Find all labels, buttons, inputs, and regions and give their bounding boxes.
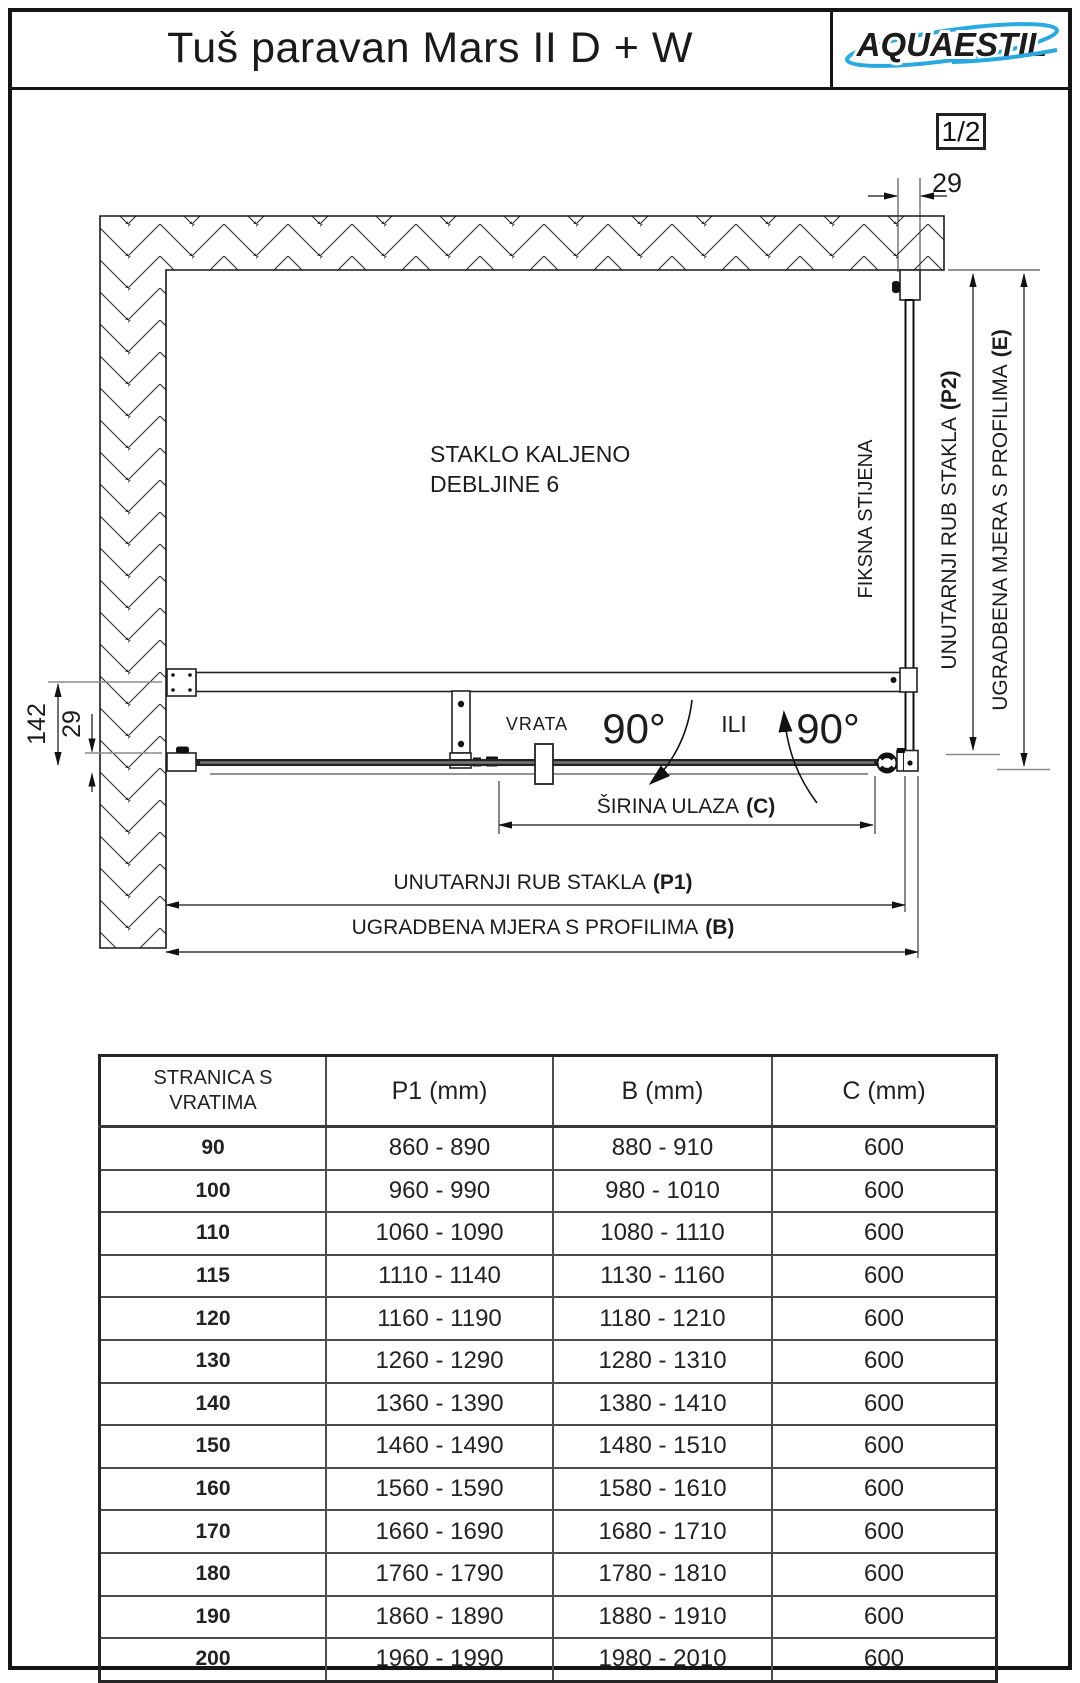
glass-note-line2: DEBLJINE 6: [430, 471, 560, 497]
svg-text:ŠIRINA ULAZA(C): ŠIRINA ULAZA (C): [596, 795, 776, 818]
table-row: 100 960 - 990 980 - 1010 600: [100, 1170, 997, 1213]
angle-left-label: 90°: [602, 705, 666, 752]
dim-29-left: [58, 710, 92, 792]
size-table: [98, 1054, 978, 1683]
table-row: 180 1760 - 1790 1780 - 1810 600: [100, 1553, 997, 1596]
table-row: 130 1260 - 1290 1280 - 1310 600: [100, 1340, 997, 1383]
profile-knob: [892, 281, 900, 293]
support-bar: [196, 673, 902, 692]
size-table-body: [100, 1127, 997, 1682]
or-label: ILI: [721, 711, 747, 737]
table-row: 140 1360 - 1390 1380 - 1410 600: [100, 1383, 997, 1426]
svg-text:29: 29: [932, 168, 963, 198]
glass-note-line1: STAKLO KALJENO: [430, 441, 631, 467]
page-title: Tuš paravan Mars II D + W: [167, 24, 693, 72]
door-label: VRATA: [505, 714, 569, 734]
fixed-panel-label: FIKSNA STIJENA: [855, 439, 877, 599]
dim-c: [499, 776, 875, 834]
dim-b: [166, 776, 918, 958]
logo-text: AQUAESTIL: [856, 26, 1048, 63]
col-header-b: B (mm): [553, 1056, 772, 1127]
door-handle: [535, 744, 553, 784]
table-row: 150 1460 - 1490 1480 - 1510 600: [100, 1425, 997, 1468]
col-header-c: C (mm): [772, 1056, 997, 1127]
angle-right-label: 90°: [796, 705, 860, 752]
table-row: 90 860 - 890 880 - 910 600: [100, 1127, 997, 1170]
col-header-stranica: STRANICA S VRATIMA: [100, 1056, 327, 1127]
table-row: 110 1060 - 1090 1080 - 1110 600: [100, 1212, 997, 1255]
table-row: 120 1160 - 1190 1180 - 1210 600: [100, 1297, 997, 1340]
table-row: 200 1960 - 1990 1980 - 2010 600: [100, 1638, 997, 1681]
pivot-hinge: [878, 748, 919, 773]
table-row: 190 1860 - 1890 1880 - 1910 600: [100, 1596, 997, 1639]
page-number-badge: 1/2: [936, 113, 986, 150]
wall-profile-door: [167, 753, 196, 771]
table-header-row: [100, 1056, 997, 1127]
col-header-p1: P1 (mm): [326, 1056, 553, 1127]
profile-knob-door: [176, 747, 189, 754]
dim-e-label: UGRADBENA MJERA S PROFILIMA(E): [989, 329, 1012, 711]
wall-hatch: [100, 216, 944, 948]
bar-glass-clamp: [900, 668, 917, 692]
support-bar-wall-bracket: [167, 669, 196, 696]
svg-text:UNUTARNJI RUB STAKLA(P1): UNUTARNJI RUB STAKLA (P1): [393, 871, 693, 894]
table-row: 170 1660 - 1690 1680 - 1710 600: [100, 1510, 997, 1553]
door-hinge-bracket: [450, 691, 498, 768]
table-row: 160 1560 - 1590 1580 - 1610 600: [100, 1468, 997, 1511]
table-row: 115 1110 - 1140 1130 - 1160 600: [100, 1255, 997, 1298]
bar-screw: [891, 677, 897, 683]
svg-text:29: 29: [58, 710, 86, 738]
svg-text:UGRADBENA MJERA S PROFILIMA(B): UGRADBENA MJERA S PROFILIMA (B): [351, 916, 735, 939]
wall-profile-top: [900, 270, 920, 300]
dim-p1: [166, 776, 905, 912]
svg-text:142: 142: [23, 703, 51, 745]
dim-p2-label: UNUTARNJI RUB STAKLA(P2): [938, 370, 961, 670]
